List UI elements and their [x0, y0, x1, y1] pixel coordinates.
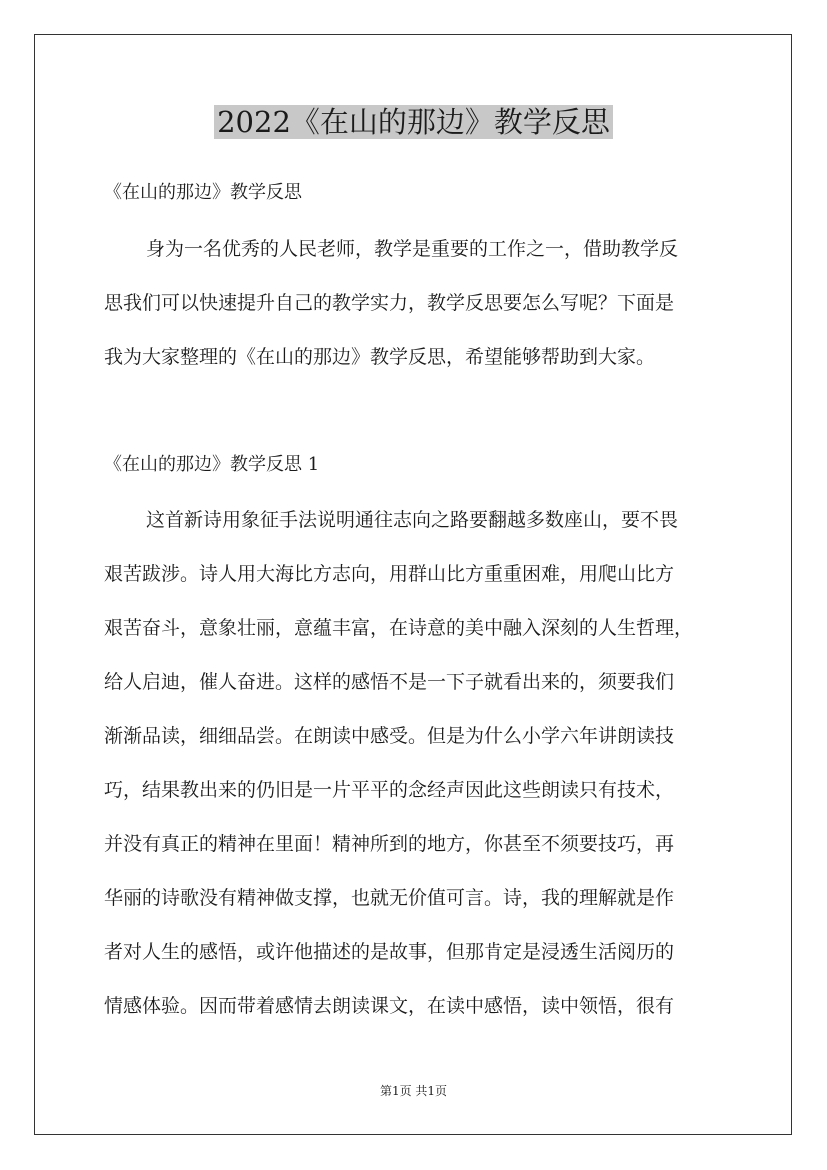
- part1-heading: 《在山的那边》教学反思 1: [104, 454, 320, 475]
- part1-line-10: 情感体验。因而带着感情去朗读课文，在读中感悟，读中领悟，很有: [104, 995, 675, 1017]
- document-title-text: 2022《在山的那边》教学反思: [214, 105, 613, 139]
- section-heading: 《在山的那边》教学反思: [104, 182, 302, 203]
- part1-line-9: 者对人生的感悟，或许他描述的是故事，但那肯定是浸透生活阅历的: [104, 941, 675, 963]
- part1-line-4: 给人启迪，催人奋进。这样的感悟不是一下子就看出来的，须要我们: [104, 671, 675, 693]
- part1-line-7: 并没有真正的精神在里面！精神所到的地方，你甚至不须要技巧，再: [104, 833, 675, 855]
- part1-line-2: 艰苦跋涉。诗人用大海比方志向，用群山比方重重困难，用爬山比方: [104, 563, 675, 585]
- part1-line-5: 渐渐品读，细细品尝。在朗读中感受。但是为什么小学六年讲朗读技: [104, 725, 675, 747]
- page-footer: 第1页 共1页: [379, 1084, 448, 1098]
- document-title: [0, 100, 827, 144]
- intro-line-2: 思我们可以快速提升自己的教学实力，教学反思要怎么写呢？下面是: [104, 292, 675, 314]
- part1-line-3: 艰苦奋斗，意象壮丽，意蕴丰富，在诗意的美中融入深刻的人生哲理，: [104, 617, 694, 639]
- part1-line-8: 华丽的诗歌没有精神做支撑，也就无价值可言。诗，我的理解就是作: [104, 887, 675, 909]
- part1-line-1: 这首新诗用象征手法说明通往志向之路要翻越多数座山，要不畏: [146, 509, 679, 531]
- intro-line-1: 身为一名优秀的人民老师，教学是重要的工作之一，借助教学反: [146, 238, 679, 260]
- intro-line-3: 我为大家整理的《在山的那边》教学反思，希望能够帮助到大家。: [104, 346, 656, 368]
- part1-line-6: 巧，结果教出来的仍旧是一片平平的念经声因此这些朗读只有技术，: [104, 779, 675, 801]
